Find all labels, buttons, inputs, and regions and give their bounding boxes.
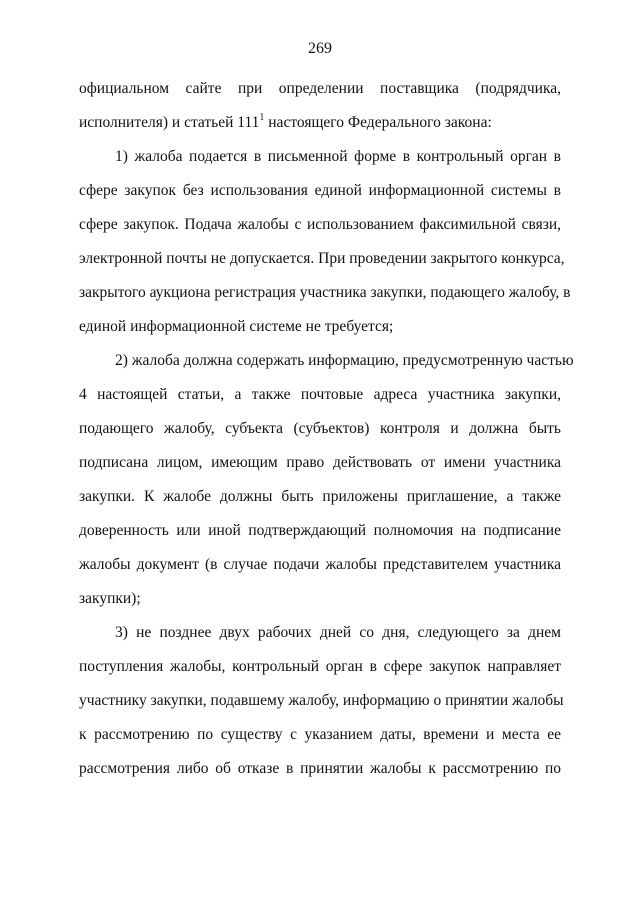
- article-superscript: 1: [259, 111, 265, 123]
- text-line: сфере закупок без использования единой информационной системы в: [79, 182, 561, 199]
- document-body: [79, 72, 574, 786]
- text-line: рассмотрения либо об отказе в принятии жалобы к рассмотрению по: [79, 760, 561, 777]
- text-line: официальном сайте при определении поставщика (подрядчика,: [79, 80, 561, 97]
- text-line: закрытого аукциона регистрация участника закупки, подающего жалобу, в: [79, 284, 571, 301]
- text-line: 4 настоящей статьи, а также почтовые адреса участника закупки,: [79, 386, 561, 403]
- text-line: подающего жалобу, субъекта (субъектов) контроля и должна быть: [79, 420, 561, 437]
- text-line: электронной почты не допускается. При проведении закрытого конкурса,: [79, 250, 565, 267]
- text-fragment: исполнителя) и статьей 111: [79, 114, 260, 131]
- text-line: 3) не позднее двух рабочих дней со дня, следующего за днем: [115, 624, 561, 641]
- text-line: доверенность или иной подтверждающий полномочия на подписание: [79, 522, 561, 539]
- text-line: закупки. К жалобе должны быть приложены приглашение, а также: [79, 488, 561, 505]
- page-number: 269: [308, 40, 332, 57]
- text-line: [79, 106, 561, 140]
- text-line: поступления жалобы, контрольный орган в сфере закупок направляет: [79, 658, 561, 675]
- text-line: жалобы документ (в случае подачи жалобы представителем участника: [79, 556, 561, 573]
- text-line: закупки);: [79, 590, 141, 607]
- text-line: сфере закупок. Подача жалобы с использованием факсимильной связи,: [79, 216, 561, 233]
- text-line: к рассмотрению по существу с указанием даты, времени и места ее: [79, 726, 561, 743]
- text-line: участнику закупки, подавшему жалобу, информацию о принятии жалобы: [79, 692, 564, 709]
- text-line: подписана лицом, имеющим право действовать от имени участника: [79, 454, 561, 471]
- text-line: единой информационной системе не требуется;: [79, 318, 394, 335]
- text-line: 1) жалоба подается в письменной форме в контрольный орган в: [115, 148, 561, 165]
- text-line: 2) жалоба должна содержать информацию, предусмотренную частью: [115, 352, 574, 369]
- text-fragment: настоящего Федерального закона:: [264, 114, 492, 131]
